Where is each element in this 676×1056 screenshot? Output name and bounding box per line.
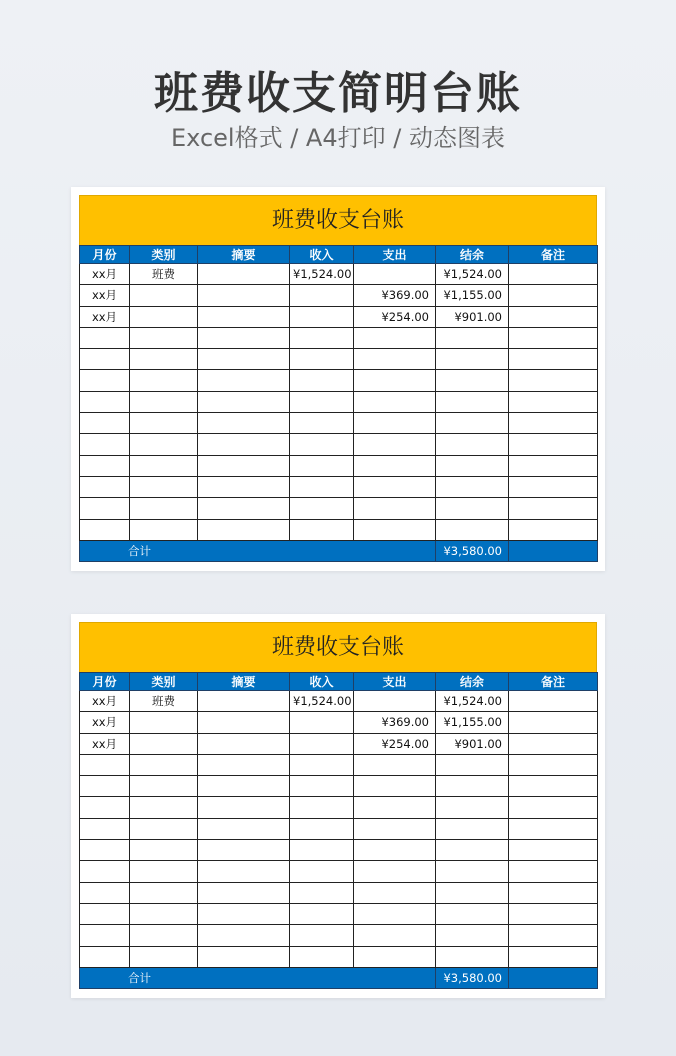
cell-income [290, 434, 354, 455]
cell-summary [198, 285, 290, 306]
cell-summary [198, 861, 290, 882]
cell-balance [436, 776, 509, 797]
cell-month [80, 498, 130, 519]
cell-summary [198, 776, 290, 797]
page-subtitle: Excel格式 / A4打印 / 动态图表 [171, 124, 505, 152]
cell-category [130, 349, 198, 370]
cell-income [290, 776, 354, 797]
cell-balance [436, 455, 509, 476]
cell-category [130, 925, 198, 946]
cell-category [130, 797, 198, 818]
cell-income: ¥1,524.00 [290, 691, 354, 712]
cell-expense [354, 691, 436, 712]
cell-note [509, 733, 598, 754]
table-row [80, 733, 598, 754]
cell-category [130, 327, 198, 348]
total-label: 合计 [80, 967, 436, 988]
cell-note [509, 882, 598, 903]
cell-summary [198, 754, 290, 775]
cell-income [290, 733, 354, 754]
cell-expense [354, 391, 436, 412]
cell-category [130, 370, 198, 391]
column-header-note: 备注 [509, 673, 598, 691]
cell-expense [354, 264, 436, 285]
cell-balance [436, 754, 509, 775]
sheet-preview-1 [71, 187, 605, 571]
cell-category [130, 434, 198, 455]
cell-category [130, 391, 198, 412]
cell-balance [436, 434, 509, 455]
cell-month [80, 370, 130, 391]
cell-month [80, 776, 130, 797]
cell-income: ¥1,524.00 [290, 264, 354, 285]
cell-expense [354, 797, 436, 818]
ledger-sheet [79, 195, 597, 562]
cell-balance [436, 476, 509, 497]
cell-category [130, 946, 198, 967]
table-row [80, 455, 598, 476]
cell-summary [198, 818, 290, 839]
cell-category [130, 840, 198, 861]
cell-note [509, 455, 598, 476]
cell-category [130, 776, 198, 797]
total-note [509, 540, 598, 561]
cell-month [80, 882, 130, 903]
cell-note [509, 946, 598, 967]
cell-note [509, 370, 598, 391]
sheet-title: 班费收支台账 [79, 195, 597, 245]
cell-month [80, 434, 130, 455]
cell-balance [436, 882, 509, 903]
table-row [80, 434, 598, 455]
cell-note [509, 776, 598, 797]
cell-income [290, 306, 354, 327]
column-header-balance: 结余 [436, 673, 509, 691]
cell-category [130, 285, 198, 306]
ledger-table [79, 245, 598, 562]
cell-expense [354, 946, 436, 967]
cell-month: xx月 [80, 691, 130, 712]
cell-balance [436, 519, 509, 540]
table-row [80, 327, 598, 348]
cell-category: 班费 [130, 691, 198, 712]
table-row [80, 946, 598, 967]
column-header-category: 类别 [130, 246, 198, 264]
cell-month [80, 476, 130, 497]
cell-income [290, 861, 354, 882]
cell-summary [198, 840, 290, 861]
cell-summary [198, 691, 290, 712]
cell-expense [354, 818, 436, 839]
cell-note [509, 264, 598, 285]
table-header-row [80, 673, 598, 691]
cell-month: xx月 [80, 712, 130, 733]
cell-income [290, 498, 354, 519]
cell-balance [436, 903, 509, 924]
cell-summary [198, 327, 290, 348]
cell-summary [198, 434, 290, 455]
total-row [80, 967, 598, 988]
cell-expense [354, 455, 436, 476]
page-title: 班费收支简明台账 [154, 68, 522, 119]
cell-expense [354, 349, 436, 370]
cell-month [80, 455, 130, 476]
cell-expense [354, 413, 436, 434]
cell-income [290, 327, 354, 348]
cell-category [130, 754, 198, 775]
cell-expense [354, 776, 436, 797]
cell-summary [198, 455, 290, 476]
cell-summary [198, 476, 290, 497]
cell-balance [436, 861, 509, 882]
cell-category: 班费 [130, 264, 198, 285]
cell-balance [436, 840, 509, 861]
cell-month [80, 413, 130, 434]
cell-note [509, 754, 598, 775]
table-row [80, 712, 598, 733]
table-row [80, 349, 598, 370]
cell-balance [436, 925, 509, 946]
cell-balance [436, 327, 509, 348]
cell-note [509, 349, 598, 370]
cell-category [130, 455, 198, 476]
cell-balance: ¥1,524.00 [436, 264, 509, 285]
cell-note [509, 797, 598, 818]
cell-month: xx月 [80, 264, 130, 285]
cell-category [130, 818, 198, 839]
cell-note [509, 861, 598, 882]
cell-income [290, 818, 354, 839]
cell-summary [198, 413, 290, 434]
table-row [80, 306, 598, 327]
cell-category [130, 861, 198, 882]
cell-summary [198, 391, 290, 412]
cell-balance [436, 349, 509, 370]
cell-note [509, 327, 598, 348]
sheet-title: 班费收支台账 [79, 622, 597, 672]
cell-category [130, 882, 198, 903]
total-note [509, 967, 598, 988]
cell-income [290, 285, 354, 306]
column-header-note: 备注 [509, 246, 598, 264]
cell-note [509, 413, 598, 434]
cell-expense [354, 519, 436, 540]
table-row [80, 818, 598, 839]
cell-category [130, 476, 198, 497]
cell-expense [354, 882, 436, 903]
column-header-income: 收入 [290, 246, 354, 264]
cell-balance [436, 413, 509, 434]
cell-balance [436, 946, 509, 967]
cell-expense [354, 370, 436, 391]
cell-expense: ¥254.00 [354, 306, 436, 327]
cell-income [290, 370, 354, 391]
cell-summary [198, 264, 290, 285]
column-header-balance: 结余 [436, 246, 509, 264]
cell-expense [354, 861, 436, 882]
cell-category [130, 903, 198, 924]
column-header-expense: 支出 [354, 673, 436, 691]
table-row [80, 903, 598, 924]
cell-summary [198, 882, 290, 903]
cell-note [509, 712, 598, 733]
cell-income [290, 797, 354, 818]
cell-note [509, 306, 598, 327]
cell-balance [436, 370, 509, 391]
cell-expense [354, 434, 436, 455]
cell-income [290, 754, 354, 775]
table-row [80, 754, 598, 775]
column-header-expense: 支出 [354, 246, 436, 264]
cell-summary [198, 306, 290, 327]
cell-expense [354, 498, 436, 519]
cell-note [509, 476, 598, 497]
cell-summary [198, 498, 290, 519]
column-header-category: 类别 [130, 673, 198, 691]
cell-balance [436, 797, 509, 818]
cell-income [290, 391, 354, 412]
total-value: ¥3,580.00 [436, 540, 509, 561]
table-body [80, 264, 598, 541]
cell-income [290, 349, 354, 370]
cell-month [80, 754, 130, 775]
table-header-row [80, 246, 598, 264]
cell-note [509, 903, 598, 924]
cell-category [130, 498, 198, 519]
table-row [80, 413, 598, 434]
cell-month [80, 797, 130, 818]
cell-balance: ¥1,155.00 [436, 285, 509, 306]
cell-expense [354, 476, 436, 497]
cell-balance [436, 391, 509, 412]
cell-balance: ¥901.00 [436, 733, 509, 754]
cell-month: xx月 [80, 306, 130, 327]
cell-balance: ¥1,155.00 [436, 712, 509, 733]
cell-note [509, 498, 598, 519]
table-row [80, 691, 598, 712]
cell-income [290, 712, 354, 733]
cell-month [80, 840, 130, 861]
cell-note [509, 691, 598, 712]
table-body [80, 691, 598, 968]
cell-category [130, 413, 198, 434]
column-header-income: 收入 [290, 673, 354, 691]
cell-month [80, 327, 130, 348]
cell-income [290, 840, 354, 861]
cell-summary [198, 733, 290, 754]
table-row [80, 476, 598, 497]
cell-month: xx月 [80, 733, 130, 754]
cell-month [80, 903, 130, 924]
cell-month [80, 818, 130, 839]
cell-note [509, 285, 598, 306]
cell-balance: ¥1,524.00 [436, 691, 509, 712]
cell-month [80, 925, 130, 946]
cell-summary [198, 349, 290, 370]
table-row [80, 264, 598, 285]
cell-note [509, 434, 598, 455]
cell-summary [198, 946, 290, 967]
cell-month [80, 349, 130, 370]
table-row [80, 776, 598, 797]
column-header-month: 月份 [80, 246, 130, 264]
cell-month [80, 861, 130, 882]
cell-summary [198, 712, 290, 733]
cell-balance [436, 818, 509, 839]
total-label: 合计 [80, 540, 436, 561]
cell-category [130, 519, 198, 540]
cell-expense [354, 754, 436, 775]
cell-expense [354, 327, 436, 348]
total-row [80, 540, 598, 561]
cell-note [509, 840, 598, 861]
cell-note [509, 818, 598, 839]
column-header-month: 月份 [80, 673, 130, 691]
cell-expense: ¥369.00 [354, 712, 436, 733]
cell-summary [198, 903, 290, 924]
column-header-summary: 摘要 [198, 673, 290, 691]
table-row [80, 797, 598, 818]
total-value: ¥3,580.00 [436, 967, 509, 988]
cell-note [509, 391, 598, 412]
cell-month [80, 391, 130, 412]
cell-month: xx月 [80, 285, 130, 306]
cell-expense: ¥369.00 [354, 285, 436, 306]
ledger-sheet [79, 622, 597, 989]
cell-note [509, 519, 598, 540]
cell-month [80, 519, 130, 540]
cell-summary [198, 370, 290, 391]
cell-summary [198, 797, 290, 818]
ledger-table [79, 672, 598, 989]
cell-category [130, 306, 198, 327]
cell-income [290, 925, 354, 946]
cell-income [290, 882, 354, 903]
table-row [80, 370, 598, 391]
cell-summary [198, 519, 290, 540]
table-row [80, 925, 598, 946]
table-row [80, 840, 598, 861]
cell-expense: ¥254.00 [354, 733, 436, 754]
table-row [80, 498, 598, 519]
table-row [80, 519, 598, 540]
cell-income [290, 519, 354, 540]
cell-income [290, 903, 354, 924]
cell-income [290, 946, 354, 967]
cell-income [290, 413, 354, 434]
cell-category [130, 712, 198, 733]
cell-month [80, 946, 130, 967]
cell-balance [436, 498, 509, 519]
cell-income [290, 476, 354, 497]
cell-income [290, 455, 354, 476]
cell-category [130, 733, 198, 754]
sheet-preview-2 [71, 614, 605, 998]
table-row [80, 861, 598, 882]
cell-expense [354, 925, 436, 946]
table-row [80, 882, 598, 903]
column-header-summary: 摘要 [198, 246, 290, 264]
cell-note [509, 925, 598, 946]
cell-expense [354, 840, 436, 861]
cell-balance: ¥901.00 [436, 306, 509, 327]
cell-expense [354, 903, 436, 924]
table-row [80, 391, 598, 412]
cell-summary [198, 925, 290, 946]
table-row [80, 285, 598, 306]
